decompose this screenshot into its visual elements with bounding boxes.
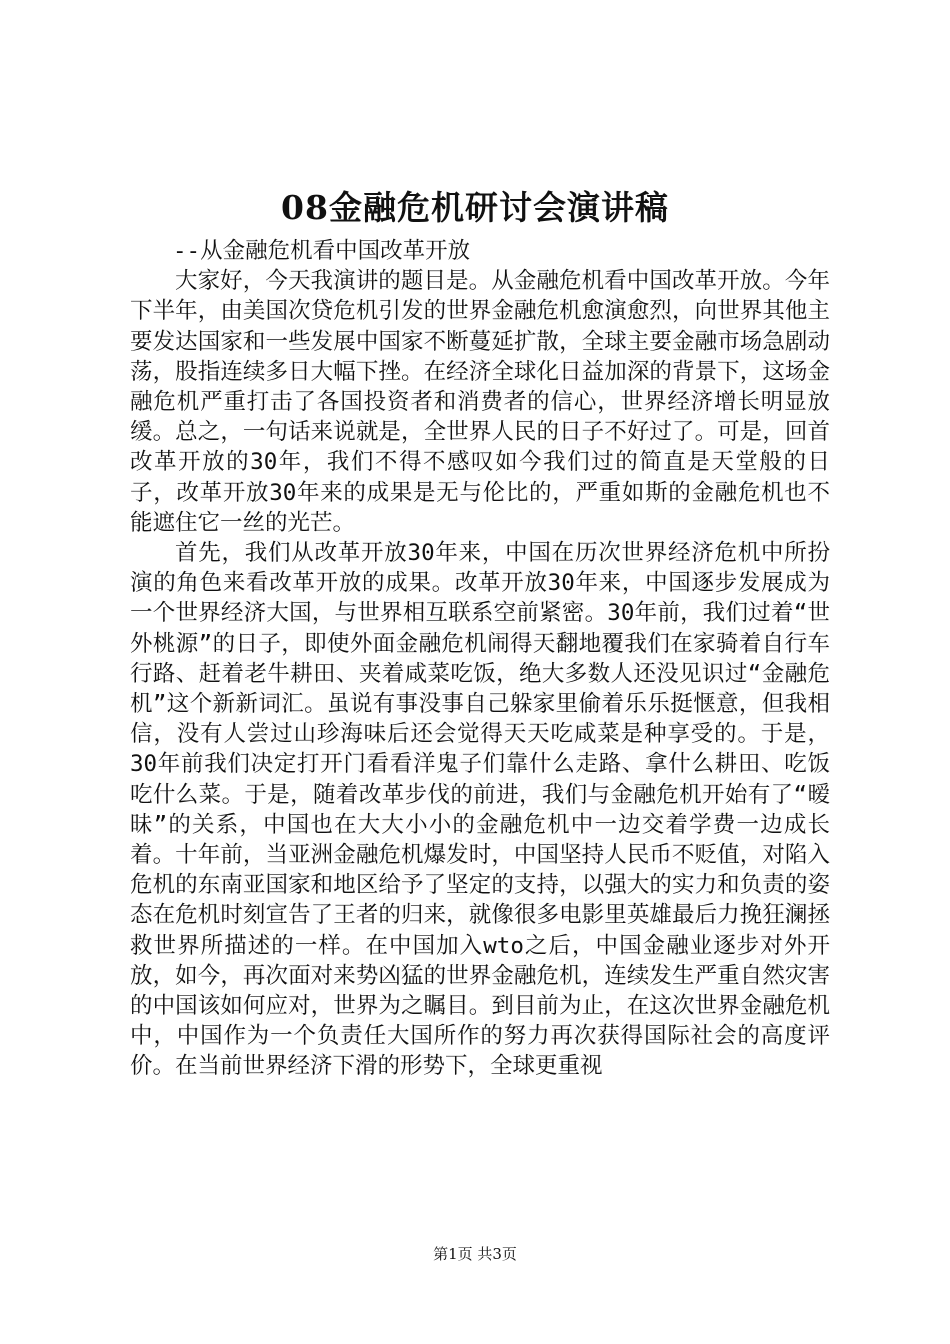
page-indicator: 第1页 共3页: [433, 1245, 517, 1263]
document-subtitle: --从金融危机看中国改革开放: [173, 238, 471, 264]
document-body: [130, 236, 830, 1082]
paragraph-2: 首先，我们从改革开放30年来，中国在历次世界经济危机中所扮演的角色来看改革开放的成果。改革开放30年来，中国逐步发展成为一个世界经济大国，与世界相互联系空前紧密。30年前，我们过着“世外桃源”的日子，即使外面金融危机闹得天翻地覆我们在家骑着自行车行路、赶着老牛耕田、夹着咸菜吃饭，绝大多数人还没见识过“金融危机”这个新新词汇。虽说有事没事自己躲家里偷着乐乐挺惬意，但我相信，没有人尝过山珍海味后还会觉得天天吃咸菜是种享受的。于是，30年前我们决定打开门看看洋鬼子们靠什么走路、拿什么耕田、吃饭吃什么菜。于是，随着改革步伐的前进，我们与金融危机开始有了“暧昧”的关系，中国也在大大小小的金融危机中一边交着学费一边成长着。十年前，当亚洲金融危机爆发时，中国坚持人民币不贬值，对陷入危机的东南亚国家和地区给予了坚定的支持，以强大的实力和负责的姿态在危机时刻宣告了王者的归来，就像很多电影里英雄最后力挽狂澜拯救世界所描述的一样。在中国加入wto之后，中国金融业逐步对外开放，如今，再次面对来势凶猛的世界金融危机，连续发生严重自然灾害的中国该如何应对，世界为之瞩目。到目前为止，在这次世界金融危机中，中国作为一个负责任大国所作的努力再次获得国际社会的高度评价。在当前世界经济下滑的形势下，全球更重视: [130, 540, 830, 1080]
document-title: 08金融危机研讨会演讲稿: [281, 188, 669, 227]
paragraph-1: 大家好，今天我演讲的题目是。从金融危机看中国改革开放。今年下半年，由美国次贷危机引发的世界金融危机愈演愈烈，向世界其他主要发达国家和一些发展中国家不断蔓延扩散，全球主要金融市场急剧动荡，股指连续多日大幅下挫。在经济全球化日益加深的背景下，这场金融危机严重打击了各国投资者和消费者的信心，世界经济增长明显放缓。总之，一句话来说就是，全世界人民的日子不好过了。可是，回首改革开放的30年，我们不得不感叹如今我们过的简直是天堂般的日子，改革开放30年来的成果是无与伦比的，严重如斯的金融危机也不能遮住它一丝的光芒。: [130, 268, 830, 536]
